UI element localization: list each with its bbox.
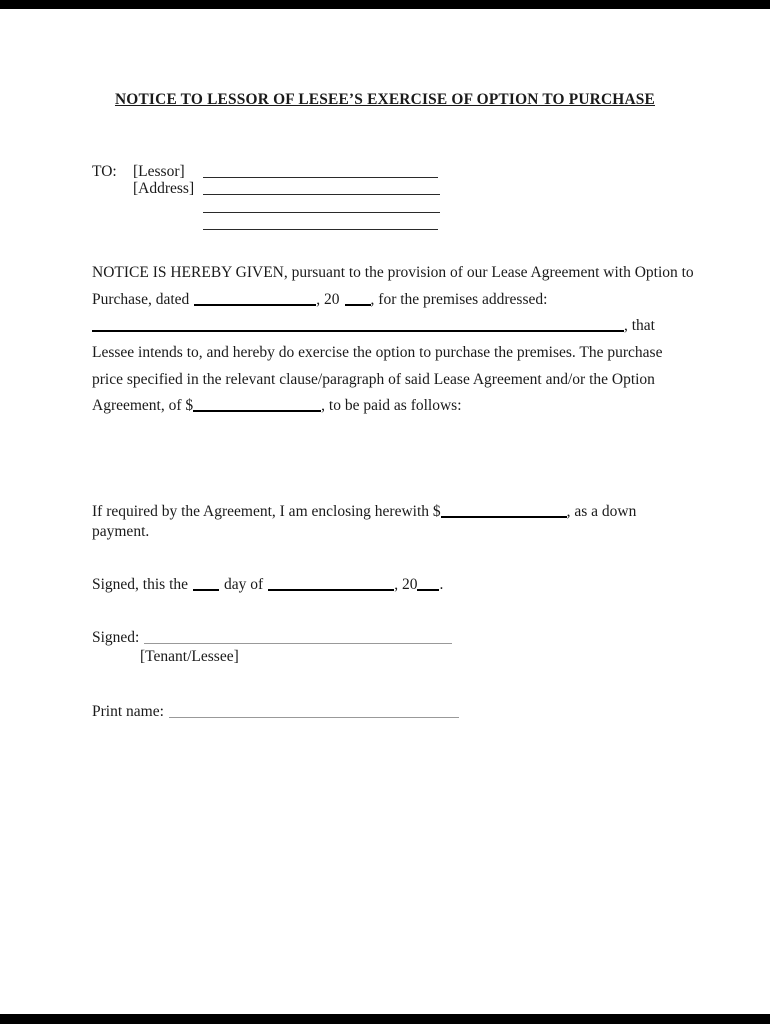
to-lessor-row [92,163,440,180]
notice-text-line5: price specified in the relevant clause/paragraph of said Lease Agreement and/or the Option [92,370,655,388]
notice-text-before-date: Purchase, dated [92,290,190,308]
signature-block [92,629,452,666]
address-label: [Address] [133,180,195,198]
address-line-3[interactable] [203,216,438,230]
signed-label: Signed: [92,629,140,646]
to-address-row [92,180,440,197]
paragraph-line-6 [92,393,694,420]
tenant-lessee-label: [Tenant/Lessee] [140,647,239,665]
notice-text-after-amount: , to be paid as follows: [321,397,462,415]
page-title: NOTICE TO LESSOR OF LESEE’S EXERCISE OF OPTION TO PURCHASE [114,91,655,108]
lessor-label: [Lessor] [133,163,185,180]
print-name-label: Print name: [92,703,164,720]
to-address-row [92,198,440,215]
signature-row [92,629,452,648]
address-line-2[interactable] [203,199,440,213]
lessor-name-line[interactable] [203,164,438,178]
signed-text-terminator: . [439,576,444,593]
day-blank[interactable] [193,576,219,591]
print-name-block [92,702,459,721]
to-block [92,163,440,233]
down-payment-text-after: , as a down [566,503,637,520]
scan-edge-bottom [0,1014,770,1024]
print-name-line[interactable] [169,704,459,718]
paragraph-line-5 [92,367,694,394]
down-payment-text-before: If required by the Agreement, I am enclosing herewith $ [92,503,441,520]
notice-text-after-year: , for the premises addressed: [370,290,548,308]
paragraph-line-4 [92,340,694,367]
notice-text-before-amount: Agreement, of $ [92,397,194,415]
notice-text-that: , that [624,317,655,335]
notice-paragraph [92,260,694,420]
paragraph-line-3 [92,313,694,340]
signed-date-line [92,575,443,594]
to-address-row [92,215,440,232]
signed-text-day-of: day of [224,576,264,593]
scan-edge-top [0,0,770,9]
address-line-1[interactable] [203,181,440,195]
down-payment-text-line2: payment. [92,522,150,540]
signed-text-before-day: Signed, this the [92,576,189,593]
notice-text-after-date: , 20 [316,290,340,308]
premises-address-blank[interactable] [92,317,624,332]
lease-date-blank[interactable] [194,291,316,306]
paragraph-line-2 [92,287,694,314]
signed-text-after-month: , 20 [394,576,418,593]
down-payment-line-2 [92,522,636,542]
purchase-price-blank[interactable] [193,397,321,412]
notice-text-line4: Lessee intends to, and hereby do exercise the option to purchase the premises. The purchase [92,344,663,362]
paragraph-line-1 [92,260,694,287]
to-label: TO: [92,163,117,180]
down-payment-amount-blank[interactable] [441,503,567,518]
signature-line[interactable] [144,630,452,644]
month-blank[interactable] [268,576,394,591]
lease-year-blank[interactable] [345,291,371,306]
year-blank[interactable] [417,576,439,591]
notice-text-line1: NOTICE IS HEREBY GIVEN, pursuant to the provision of our Lease Agreement with Option to [92,264,694,281]
down-payment-line-1 [92,502,636,522]
down-payment-paragraph [92,502,636,541]
